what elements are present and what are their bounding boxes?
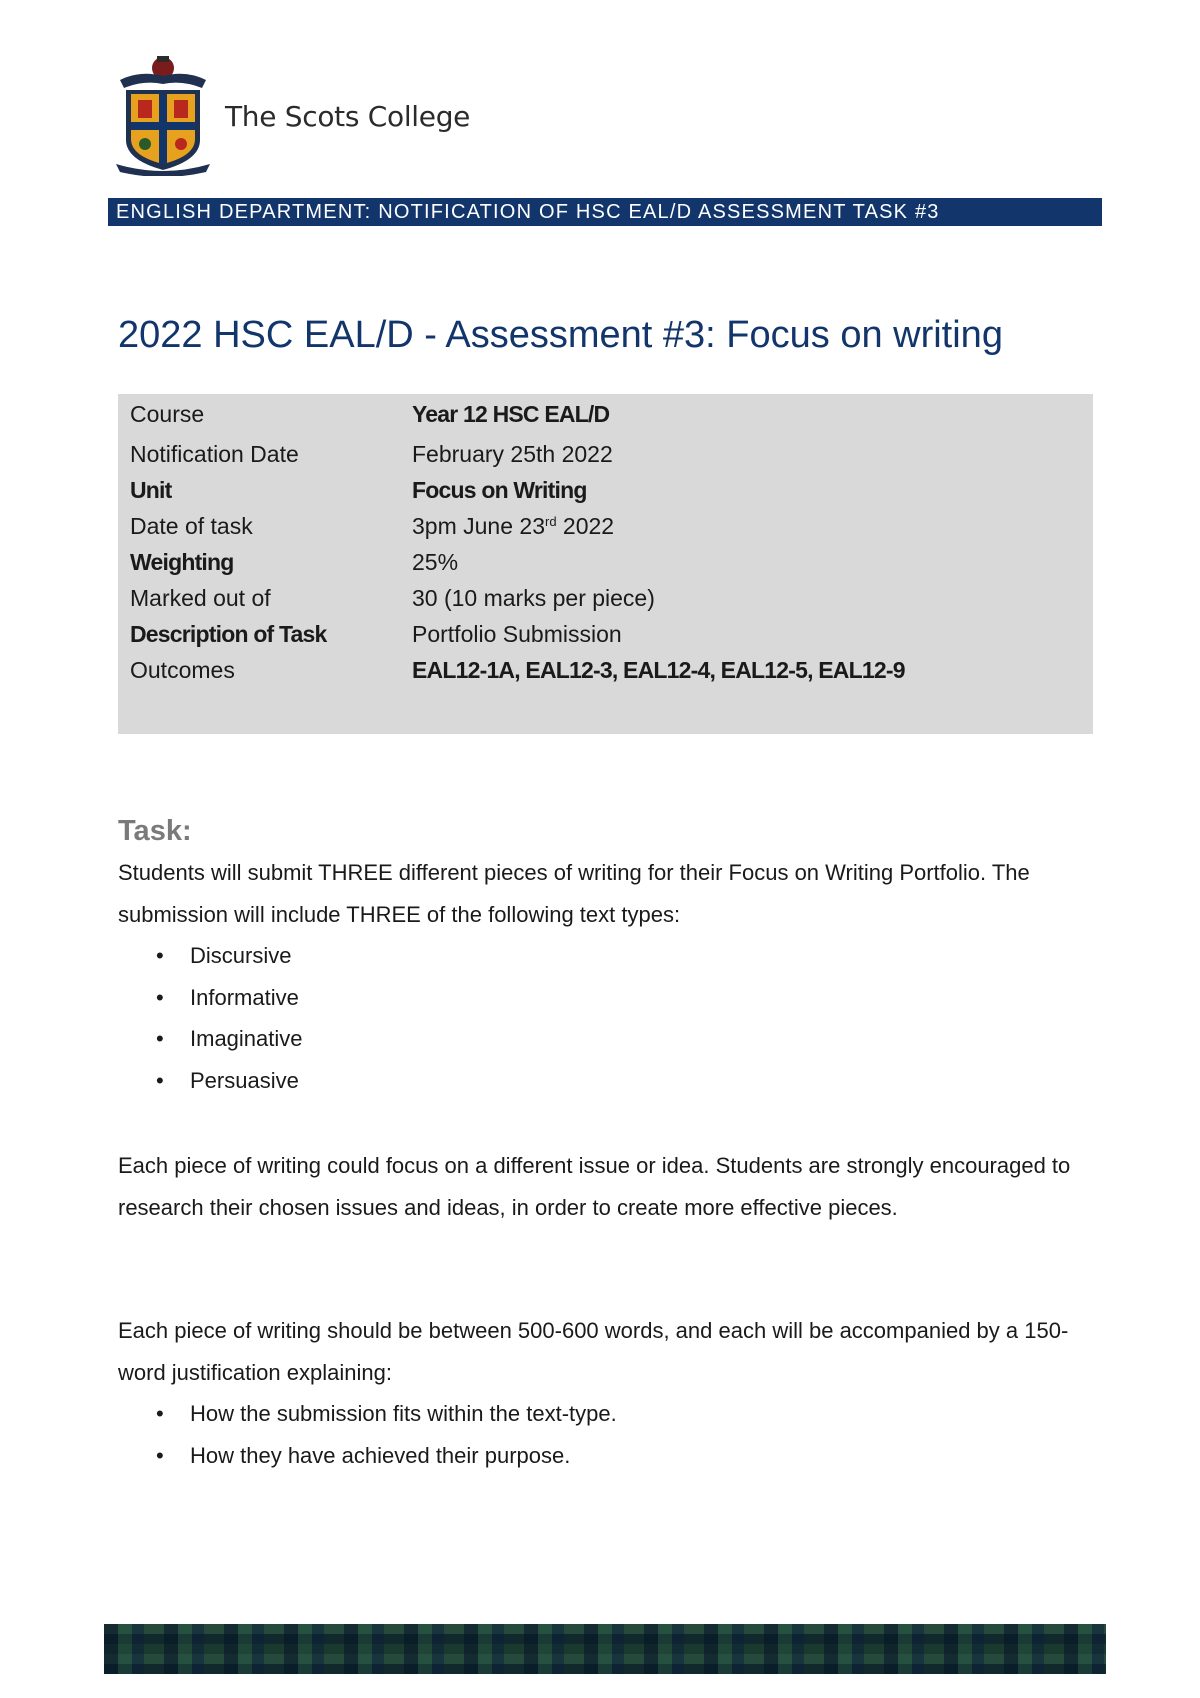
details-row-date	[118, 510, 1093, 542]
outcomes-label: Outcomes	[130, 657, 235, 683]
justification-list	[118, 1393, 617, 1476]
marked-out-of-label: Marked out of	[130, 585, 271, 611]
bullet-icon: •	[156, 943, 164, 968]
bullet-icon: •	[156, 984, 164, 1010]
text-types-list	[118, 935, 303, 1101]
college-name: The Scots College	[225, 100, 471, 133]
date-of-task-label: Date of task	[130, 513, 253, 539]
list-item: • How the submission fits within the text-type.	[118, 1393, 617, 1435]
department-banner: ENGLISH DEPARTMENT: NOTIFICATION OF HSC EAL/D ASSESSMENT TASK #3	[108, 198, 1102, 226]
unit-value: Focus on Writing	[412, 477, 587, 503]
tartan-footer-band	[104, 1624, 1106, 1674]
weighting-value: 25%	[412, 549, 459, 575]
details-row-outcomes	[118, 654, 1093, 686]
college-crest-logo	[116, 54, 210, 176]
word-count-paragraph: Each piece of writing should be between 500-600 words, and each will be accompanied by a 150-word justification explaining:	[118, 1318, 1069, 1385]
details-row-marked	[118, 582, 1093, 614]
bullet-icon: •	[156, 1067, 164, 1093]
details-row-notification	[118, 438, 1093, 470]
course-label: Course	[130, 401, 205, 427]
assessment-details-box	[118, 394, 1093, 734]
marked-out-of-value: 30 (10 marks per piece)	[412, 585, 655, 611]
research-paragraph: Each piece of writing could focus on a different issue or idea. Students are strongly encouraged to research their chosen issues and ideas, in order to create more effective pieces.	[118, 1153, 1071, 1220]
list-item: • Discursive	[118, 935, 303, 977]
date-of-task-value: 3pm June 23rd 2022	[412, 513, 615, 539]
bullet-icon: •	[156, 1026, 164, 1051]
description-label: Description of Task	[130, 621, 327, 647]
details-row-course	[118, 398, 1093, 430]
description-value: Portfolio Submission	[412, 621, 622, 647]
course-value: Year 12 HSC EAL/D	[412, 401, 610, 427]
outcomes-value: EAL12-1A, EAL12-3, EAL12-4, EAL12-5, EAL12-9	[412, 657, 905, 683]
list-item: • Imaginative	[118, 1018, 303, 1060]
details-row-description	[118, 618, 1093, 650]
task-intro-paragraph: Students will submit THREE different pieces of writing for their Focus on Writing Portfolio. The submission will include THREE of the following text types:	[118, 860, 1030, 927]
list-item: • How they have achieved their purpose.	[118, 1435, 617, 1477]
task-heading: Task:	[118, 815, 192, 847]
notification-date-label: Notification Date	[130, 441, 299, 467]
bullet-icon: •	[156, 1401, 164, 1426]
unit-label: Unit	[130, 477, 172, 503]
list-item: • Persuasive	[118, 1060, 303, 1102]
notification-date-value: February 25th 2022	[412, 441, 613, 467]
document-title: 2022 HSC EAL/D - Assessment #3: Focus on writing	[118, 314, 1003, 356]
details-row-unit	[118, 474, 1093, 506]
list-item: • Informative	[118, 977, 303, 1019]
bullet-icon: •	[156, 1442, 164, 1468]
details-row-weighting	[118, 546, 1093, 578]
weighting-label: Weighting	[130, 549, 234, 575]
